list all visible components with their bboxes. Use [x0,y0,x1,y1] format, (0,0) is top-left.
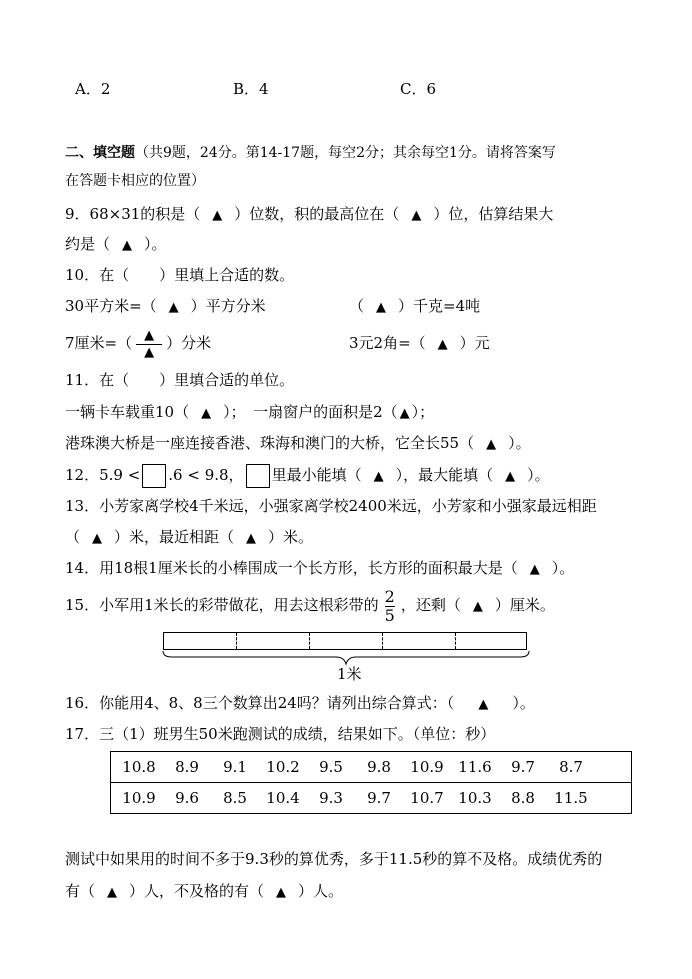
blank-triangle[interactable]: ▲ [122,238,133,253]
q9-text: ）位，估算结果大 [433,205,554,223]
blank-triangle[interactable]: ▲ [168,300,179,315]
section-title: 二、填空题 [65,145,135,161]
q16-text: 16．你能用4、8、8三个数算出24吗？请列出综合算式：（ [65,694,455,712]
blank-triangle[interactable]: ▲ [486,437,497,452]
blank-triangle[interactable]: ▲ [478,697,489,712]
q10-row1-left [65,296,266,318]
q9-text: ）位数，积的最高位在（ [234,205,400,223]
table-cell [111,783,632,814]
section-note-2: 在答题卡相应的位置） [65,173,205,189]
q15-text: ）厘米。 [494,596,555,614]
option-a: A．2 [75,80,111,98]
q10-row2-left [65,326,211,360]
score-cell: 9.7 [511,758,535,776]
q17-title: 17．三（1）班男生50米跑测试的成绩，结果如下。（单位：秒） [65,725,496,743]
q12-line [65,463,550,489]
q15-line [65,585,555,627]
score-cell: 10.4 [266,789,300,807]
q10-text: 7厘米=（ [65,334,133,352]
q17-text: 有（ [65,882,96,900]
q11-text: ）。 [508,434,531,452]
q11-title: 11．在（ ）里填合适的单位。 [65,371,295,389]
score-cell: 8.5 [223,789,247,807]
score-cell: 10.7 [410,789,444,807]
q12-text: ）。 [527,466,550,484]
score-cell: 9.1 [223,758,247,776]
q13-line1: 13．小芳家离学校4千米远，小强家离学校2400米远，小芳家和小强家最远相距 [65,497,597,515]
blank-triangle[interactable]: ▲ [107,885,118,900]
fraction-denominator: 5 [384,605,395,625]
q14-text: ）。 [551,559,575,577]
ribbon-division [236,633,237,649]
scores-table [110,751,632,814]
q10-text: ）分米 [166,334,212,352]
blank-triangle[interactable]: ▲ [373,469,384,484]
option-c: C．6 [400,80,437,98]
fraction-numerator: 2 [384,586,395,606]
q16-line [65,693,535,715]
q11-row1 [65,402,434,424]
q12-text: 里最小能填（ [271,466,362,484]
q13-text: ）米，最近相距（ [114,528,235,546]
q11-text: ）； [411,403,435,421]
q9-line2 [65,234,167,256]
q9-text: 约是（ [65,235,111,253]
table-cell [111,752,632,783]
blank-triangle[interactable]: ▲ [201,406,212,421]
q10-row2-right [349,333,490,355]
q15-text: ，还剩（ [400,596,461,614]
ribbon-division [455,633,456,649]
blank-triangle[interactable]: ▲ [505,469,516,484]
score-cell: 11.6 [458,758,492,776]
q10-text: 3元2角=（ [349,334,426,352]
q13-line2 [65,527,313,549]
fraction-two-fifths [385,588,395,625]
q16-text: ）。 [512,694,535,712]
table-row [111,783,632,814]
score-cell: 10.3 [458,789,492,807]
q13-text: ）米。 [268,528,314,546]
digit-box[interactable] [142,464,166,488]
blank-triangle: ▲ [144,327,155,343]
blank-triangle[interactable]: ▲ [437,337,448,352]
table-row [111,752,632,783]
ribbon-label: 1米 [337,665,362,683]
q17-text: ）人，不及格的有（ [129,882,265,900]
q11-row2 [65,433,531,455]
score-cell: 9.7 [367,789,391,807]
q10-text: （ [349,297,365,315]
q10-row1-right [349,296,480,318]
q11-text: 港珠澳大桥是一座连接香港、珠海和澳门的大桥，它全长55（ [65,434,475,452]
q13-text: （ [65,528,81,546]
q14-line [65,558,574,580]
q9-line1 [65,204,553,226]
score-cell: 8.9 [175,758,199,776]
q17-desc2 [65,881,343,903]
blank-triangle[interactable]: ▲ [376,300,387,315]
ribbon-division [382,633,383,649]
score-cell: 8.7 [559,758,583,776]
score-cell: 11.5 [554,789,588,807]
score-cell: 10.9 [410,758,444,776]
blank-triangle[interactable]: ▲ [411,208,422,223]
q10-text: ）元 [459,334,490,352]
ribbon-division [309,633,310,649]
score-cell: 10.9 [122,789,156,807]
q10-text: ）平方分米 [190,297,266,315]
q15-text: 15．小军用1米长的彩带做花，用去这根彩带的 [65,596,379,614]
section-note-1: （共9题，24分。第14-17题，每空2分；其余每空1分。请将答案写 [135,145,556,161]
q17-text: ）人。 [298,882,344,900]
q10-title: 10．在（ ）里填上合适的数。 [65,266,295,284]
score-cell: 10.2 [266,758,300,776]
q9-text: ）。 [144,235,167,253]
q11-text: ）； 一扇窗户的面积是2（ [223,403,398,421]
fraction-blank[interactable] [136,329,162,360]
q12-text: .6 < 9.8， [168,466,244,484]
section-heading [65,143,556,163]
score-cell: 9.6 [175,789,199,807]
score-cell: 10.8 [122,758,156,776]
blank-triangle[interactable]: ▲ [276,885,287,900]
score-cell: 9.8 [367,758,391,776]
q12-text: 12．5.9 < [65,466,141,484]
blank-triangle[interactable]: ▲ [92,531,103,546]
q10-text: ）千克=4吨 [398,297,481,315]
blank-triangle[interactable]: ▲ [246,531,257,546]
score-cell: 9.3 [319,789,343,807]
q17-desc1: 测试中如果用的时间不多于9.3秒的算优秀，多于11.5秒的算不及格。成绩优秀的 [65,850,603,868]
q10-text: 30平方米=（ [65,297,157,315]
score-cell: 9.5 [319,758,343,776]
digit-box[interactable] [246,464,270,488]
q9-text: 9．68×31的积是（ [65,205,201,223]
blank-triangle[interactable]: ▲ [212,208,223,223]
q14-text: 14．用18根1厘米长的小棒围成一个长方形，长方形的面积最大是（ [65,559,518,577]
blank-triangle: ▲ [144,344,155,360]
option-b: B．4 [233,80,269,98]
blank-triangle[interactable]: ▲ [399,406,410,421]
q12-text: ），最大能填（ [395,466,494,484]
blank-triangle[interactable]: ▲ [472,599,483,614]
blank-triangle[interactable]: ▲ [529,562,540,577]
q11-text: 一辆卡车载重10（ [65,403,190,421]
score-cell: 8.8 [511,789,535,807]
ribbon-diagram [163,632,527,650]
